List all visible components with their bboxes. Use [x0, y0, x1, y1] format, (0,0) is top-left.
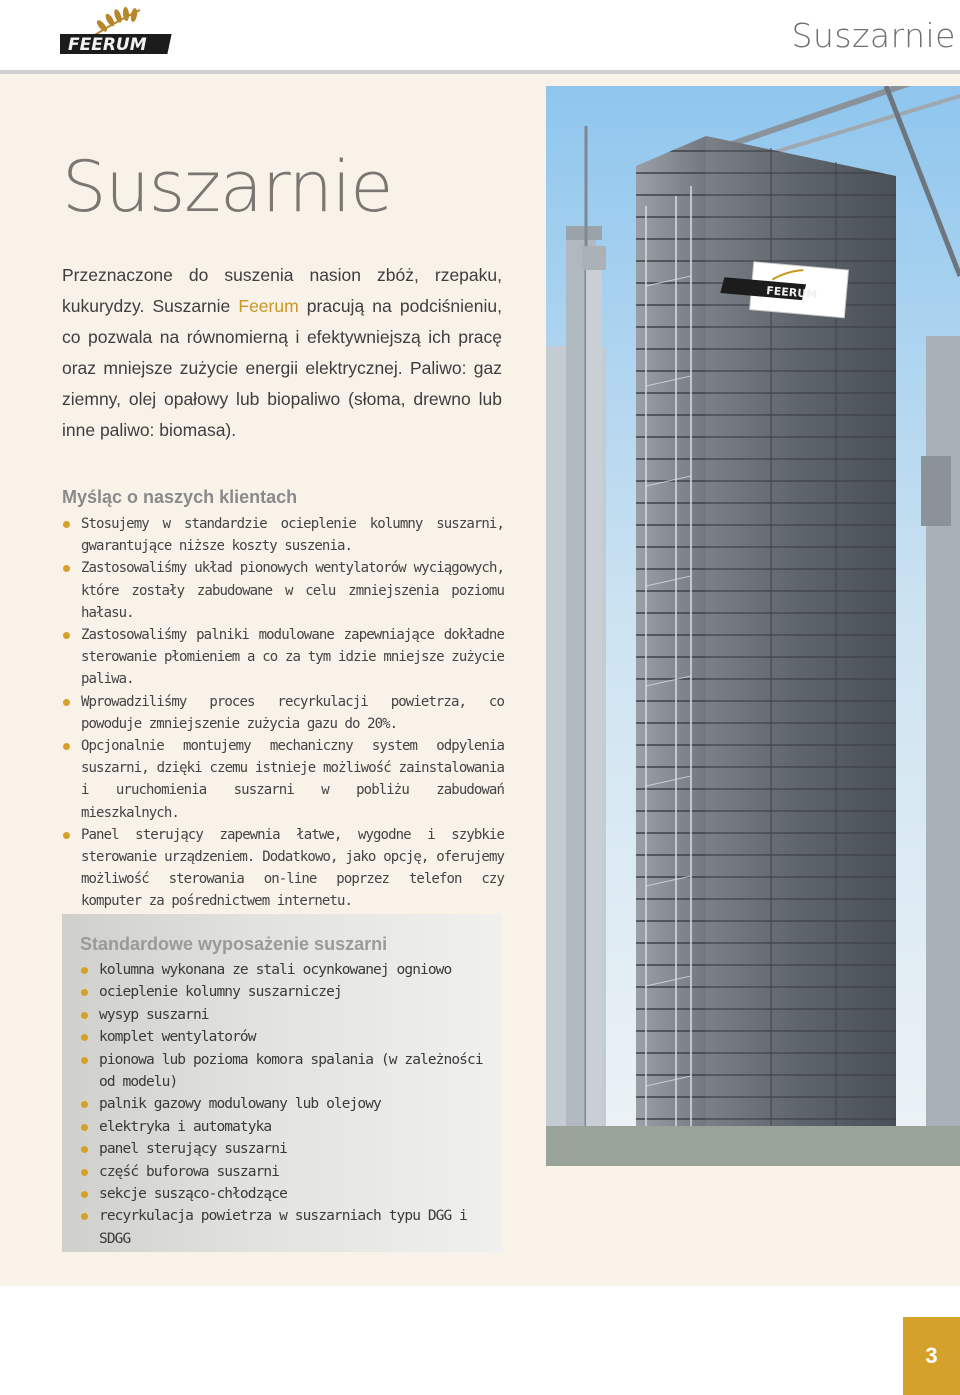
section-title: Suszarnie [791, 16, 956, 55]
intro-text-1: Przeznaczone do suszenia nasion zbóż, rzepaku, kukurydzy. Suszarnie [62, 265, 502, 316]
bullet-icon [63, 832, 70, 839]
page-title: Suszarnie [62, 146, 393, 228]
list-item-text: sekcje susząco-chłodzące [99, 1186, 287, 1203]
list-item [62, 624, 504, 691]
list-item [80, 1205, 485, 1250]
brand-name: Feerum [238, 296, 299, 316]
bullet-icon [81, 989, 88, 996]
feerum-logo [60, 4, 185, 64]
bullet-icon [81, 1146, 88, 1153]
list-item-text: Zastosowaliśmy układ pionowych wentylatorów wyciągowych, które zostały zabudowane w celu zmniejszenia poziomu hałasu. [81, 560, 504, 621]
list-item-text: Wprowadziliśmy proces recyrkulacji powietrza, co powoduje zmniejszenie zużycia gazu do 20%. [81, 693, 504, 732]
list-item [80, 1116, 485, 1138]
equipment-heading: Standardowe wyposażenie suszarni [80, 934, 388, 954]
list-item [62, 824, 504, 913]
list-item-text: palnik gazowy modulowany lub olejowy [99, 1096, 381, 1113]
bullet-icon [81, 967, 88, 974]
list-item-text: kolumna wykonana ze stali ocynkowanej ogniowo [99, 962, 452, 978]
logo-text: FEERUM [68, 35, 147, 55]
bullet-icon [81, 1057, 88, 1064]
clients-heading: Myśląc o naszych klientach [62, 487, 298, 507]
list-item-text: Panel sterujący zapewnia łatwe, wygodne i szybkie sterowanie urządzeniem. Dodatkowo, jako opcję, oferujemy możliwość sterowania on-line poprzez telefon czy komputer za pośrednictwem internetu. [81, 826, 504, 910]
intro-text-2: pracują na podciśnieniu, co pozwala na równomierną i efektywniejszą ich pracę oraz mniejsze zużycie energii elektrycznej. Paliwo: gaz ziemny, olej opałowy lub biopaliwo (słoma, drewno lub inne paliwo: biomasa). [62, 296, 502, 440]
list-item-text: ocieplenie kolumny suszarniczej [99, 984, 342, 1001]
list-item-text: Opcjonalnie montujemy mechaniczny system odpylenia suszarni, dzięki czemu istnieje możliwość zainstalowania i uruchomienia suszarni w pobliżu zabudowań mieszkalnych. [81, 738, 504, 821]
list-item [62, 691, 504, 735]
page-header [0, 0, 960, 72]
list-item-text: recyrkulacja powietrza w suszarniach typu DGG i SDGG [99, 1208, 467, 1247]
list-item [80, 1183, 485, 1205]
sign-text: FEERUM [765, 283, 818, 302]
list-item-text: pionowa lub pozioma komora spalania (w zależności od modelu) [99, 1051, 483, 1091]
equipment-list [80, 959, 485, 1250]
bullet-icon [63, 699, 70, 706]
list-item-text: panel sterujący suszarni [99, 1141, 287, 1158]
bullet-icon [81, 1012, 88, 1019]
list-item-text: wysyp suszarni [99, 1006, 209, 1023]
list-item [62, 557, 504, 624]
list-item-text: Stosujemy w standardzie ocieplenie kolumny suszarni, gwarantujące niższe koszty suszenia. [81, 516, 504, 555]
list-item [80, 1093, 485, 1115]
bullet-icon [81, 1124, 88, 1131]
bullet-icon [63, 521, 70, 528]
bullet-icon [63, 743, 70, 750]
dryer-tower-photo [546, 86, 960, 1166]
bullet-icon [81, 1213, 88, 1220]
list-item-text: część buforowa suszarni [99, 1163, 280, 1180]
clients-list [62, 513, 504, 913]
page-number: 3 [903, 1317, 960, 1395]
bullet-icon [63, 632, 70, 639]
list-item [62, 735, 504, 824]
bullet-icon [81, 1191, 88, 1198]
intro-paragraph [62, 260, 502, 446]
bullet-icon [81, 1169, 88, 1176]
list-item [80, 959, 485, 981]
list-item [80, 1026, 485, 1048]
list-item [80, 981, 485, 1003]
list-item [80, 1138, 485, 1160]
list-item [80, 1161, 485, 1183]
list-item-text: komplet wentylatorów [99, 1029, 256, 1046]
list-item-text: elektryka i automatyka [99, 1118, 272, 1135]
list-item [62, 513, 504, 557]
bullet-icon [63, 565, 70, 572]
bullet-icon [81, 1034, 88, 1041]
bullet-icon [81, 1101, 88, 1108]
list-item-text: Zastosowaliśmy palniki modulowane zapewniające dokładne sterowanie płomieniem a co za tym idzie mniejsze zużycie paliwa. [81, 627, 504, 688]
equipment-box [62, 914, 502, 1252]
list-item [80, 1049, 485, 1094]
list-item [80, 1004, 485, 1026]
